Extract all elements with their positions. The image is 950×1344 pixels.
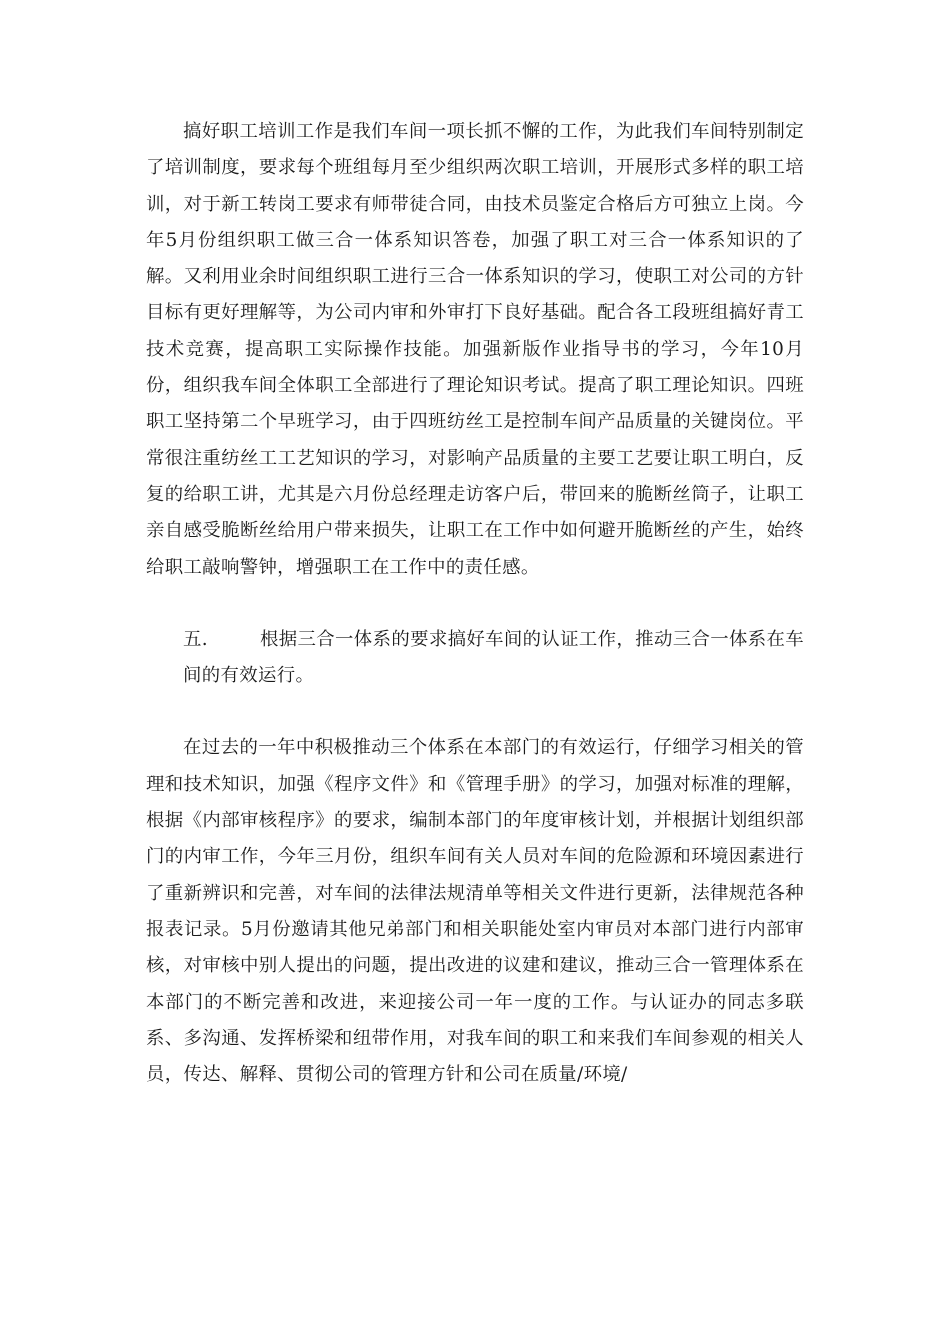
body-paragraph-training: 搞好职工培训工作是我们车间一项长抓不懈的工作，为此我们车间特别制定了培训制度，要求每个班组每月至少组织两次职工培训，开展形式多样的职工培训，对于新工转岗工要求有师带徒合同，由技术员鉴定合格后方可独立上岗。今年5月份组织职工做三合一体系知识答卷，加强了职工对三合一体系知识的了解。又利用业余时间组织职工进行三合一体系知识的学习，使职工对公司的方针目标有更好理解等，为公司内审和外审打下良好基础。配合各工段班组搞好青工技术竞赛，提高职工实际操作技能。加强新版作业指导书的学习，今年10月份，组织我车间全体职工全部进行了理论知识考试。提高了职工理论知识。四班职工坚持第二个早班学习，由于四班纺丝工是控制车间产品质量的关键岗位。平常很注重纺丝工工艺知识的学习，对影响产品质量的主要工艺要让职工明白，反复的给职工讲，尤其是六月份总经理走访客户后，带回来的脆断丝筒子，让职工亲自感受脆断丝给用户带来损失，让职工在工作中如何避开脆断丝的产生，始终给职工敲响警钟，增强职工在工作中的责任感。 <box>146 121 804 578</box>
section-number: 五. <box>183 628 208 650</box>
body-paragraph-certification: 在过去的一年中积极推动三个体系在本部门的有效运行，仔细学习相关的管理和技术知识，加强《程序文件》和《管理手册》的学习，加强对标准的理解，根据《内部审核程序》的要求，编制本部门的年度审核计划，并根据计划组织部门的内审工作，今年三月份，组织车间有关人员对车间的危险源和环境因素进行了重新辨识和完善，对车间的法律法规清单等相关文件进行更新，法律规范各种报表记录。5月份邀请其他兄弟部门和相关职能处室内审员对本部门进行内部审核，对审核中别人提出的问题，提出改进的议建和建议，推动三合一管理体系在本部门的不断完善和改进，来迎接公司一年一度的工作。与认证办的同志多联系、多沟通、发挥桥梁和纽带作用，对我车间的职工和来我们车间参观的相关人员，传达、解释、贯彻公司的管理方针和公司在质量/环境/ <box>146 737 804 1086</box>
section-heading <box>146 622 804 695</box>
section-heading-text: 根据三合一体系的要求搞好车间的认证工作，推动三合一体系在车间的有效运行。 <box>183 628 804 687</box>
